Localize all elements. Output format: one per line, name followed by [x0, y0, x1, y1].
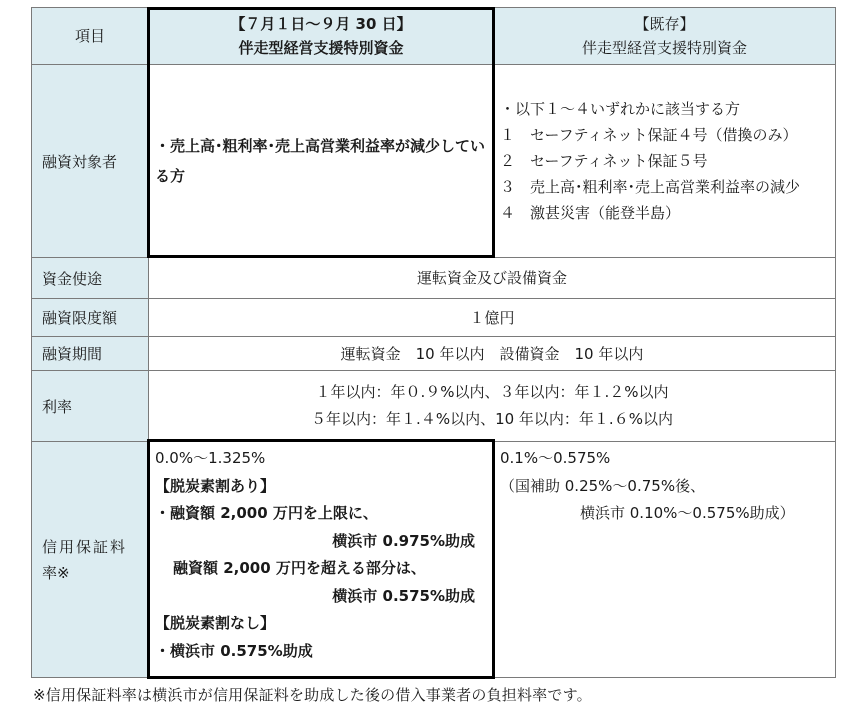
target-existing-line-2: ２ セーフティネット保証５号: [500, 152, 708, 170]
header-new-period: 【７月１日～９月 30 日】: [230, 15, 412, 33]
guarantee-existing-line-2: （国補助 0.25%～0.75%後、: [500, 476, 706, 495]
limit-value: １億円: [149, 299, 836, 337]
header-new-name: 伴走型経営支援特別資金: [238, 39, 404, 57]
header-item-label: 項目: [74, 27, 105, 45]
header-item-cell: [32, 8, 149, 65]
header-existing-fund-cell: [494, 8, 836, 65]
target-existing-line-3: ３ 売上高･粗利率･売上高営業利益率の減少: [500, 178, 801, 196]
guarantee-new-with-line-4: 横浜市 0.575%助成: [332, 586, 475, 605]
rate-line-1: １年以内：年０.９%以内、３年以内：年１.２%以内: [315, 383, 669, 401]
rate-value-cell: [149, 371, 836, 442]
target-existing-line-0: ・以下１～４いずれかに該当する方: [500, 100, 741, 118]
loan-comparison-table: [31, 7, 836, 678]
header-existing-tag: 【既存】: [634, 15, 695, 33]
label-period: 融資期間: [32, 337, 149, 371]
guarantee-existing-cell: [494, 442, 836, 678]
period-value: 運転資金 10 年以内 設備資金 10 年以内: [149, 337, 836, 371]
target-new-text: ・売上高･粗利率･売上高営業利益率が減少している方: [155, 137, 486, 185]
guarantee-new-with-line-2: 横浜市 0.975%助成: [332, 531, 475, 550]
row-rate: [32, 371, 836, 442]
comparison-table-container: [31, 7, 835, 678]
guarantee-new-without-title: 【脱炭素割なし】: [155, 614, 276, 632]
guarantee-new-with-line-1: ・融資額 2,000 万円を上限に、: [155, 504, 378, 522]
label-use: 資金使途: [32, 258, 149, 299]
target-existing-cell: [494, 65, 836, 258]
row-limit: [32, 299, 836, 337]
guarantee-existing-line-3: 横浜市 0.10%～0.575%助成）: [580, 504, 795, 522]
header-existing-name: 伴走型経営支援特別資金: [581, 39, 747, 57]
rate-line-2: ５年以内：年１.４%以内、10 年以内：年１.６%以内: [311, 410, 673, 428]
guarantee-new-without-line-1: ・横浜市 0.575%助成: [155, 641, 313, 660]
header-new-fund-cell: [149, 8, 494, 65]
row-target: [32, 65, 836, 258]
guarantee-new-cell: [149, 442, 494, 678]
label-guarantee-line-2: 率※: [42, 563, 70, 582]
row-use: [32, 258, 836, 299]
guarantee-existing-range: 0.1%～0.575%: [500, 449, 611, 467]
label-limit: 融資限度額: [32, 299, 149, 337]
label-rate: 利率: [32, 371, 149, 442]
guarantee-new-with-title: 【脱炭素割あり】: [155, 476, 276, 495]
target-existing-line-1: １ セーフティネット保証４号（借換のみ）: [500, 126, 798, 144]
label-guarantee: [32, 442, 149, 678]
label-target: 融資対象者: [32, 65, 149, 258]
target-existing-line-4: ４ 激甚災害（能登半島）: [500, 204, 681, 222]
guarantee-new-range: 0.0%～1.325%: [155, 449, 266, 467]
guarantee-new-with-line-3: 融資額 2,000 万円を超える部分は、: [173, 559, 426, 577]
label-guarantee-line-1: 信用保証料: [42, 537, 128, 556]
row-period: [32, 337, 836, 371]
target-new-cell: [149, 65, 494, 258]
footnote: ※信用保証料率は横浜市が信用保証料を助成した後の借入事業者の負担料率です。: [33, 686, 592, 704]
header-row: [32, 8, 836, 65]
use-value: 運転資金及び設備資金: [149, 258, 836, 299]
row-guarantee: [32, 442, 836, 678]
